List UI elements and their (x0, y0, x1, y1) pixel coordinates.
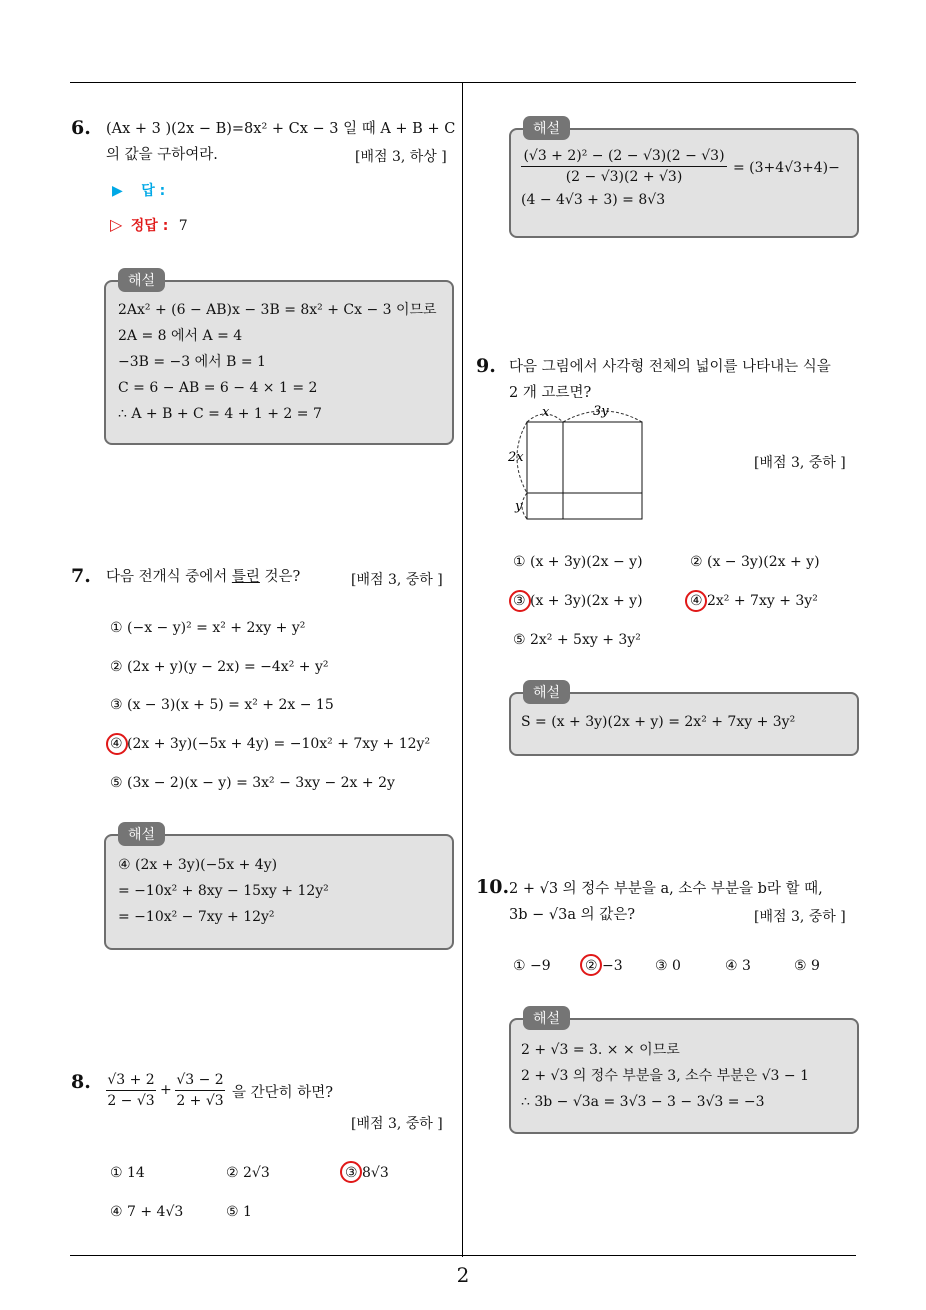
option-4[interactable]: ④ (2x + 3y)(−5x + 4y) = −10x² + 7xy + 12y² (110, 736, 431, 752)
option-4[interactable]: ④ 7 + 4√3 (110, 1204, 184, 1220)
option-4[interactable]: ④ 3 (725, 958, 751, 974)
option-3[interactable]: ③ (x − 3)(x + 5) = x² + 2x − 15 (110, 697, 334, 713)
question-meta: [배점 3, 중하 ] (351, 1116, 443, 1132)
solution-tab: 해설 (523, 680, 570, 704)
question-number: 7. (71, 565, 91, 587)
bottom-rule (70, 1255, 856, 1256)
question-meta: [배점 3, 중하 ] (754, 909, 846, 925)
question-number: 8. (71, 1071, 91, 1093)
fraction-1 (106, 1072, 156, 1109)
answer-marker-icon: ▶ (112, 183, 123, 199)
label-3y: 3y (593, 404, 609, 419)
column-divider (462, 83, 463, 1257)
option-1[interactable]: ① (x + 3y)(2x − y) (513, 554, 643, 570)
plus-sign: + (160, 1082, 172, 1098)
solution-continuation: = (3+4√3+4)− (733, 160, 840, 176)
fraction-1-denominator: 2 − √3 (107, 1093, 155, 1109)
question-text-line1: 다음 그림에서 사각형 전체의 넓이를 나타내는 식을 (509, 359, 831, 375)
solution-line: = −10x² + 8xy − 15xy + 12y² (118, 883, 329, 899)
selected-answer-circle (509, 590, 531, 612)
y-left-bracket (522, 493, 527, 519)
question-number: 9. (476, 355, 496, 377)
correct-answer-row (110, 215, 188, 235)
prompt-part: 것은? (259, 569, 301, 585)
solution-line: = −10x² − 7xy + 12y² (118, 909, 275, 925)
label-2x: 2x (508, 450, 524, 465)
solution-fraction (521, 148, 727, 185)
question-text-line1: 2 + √3 의 정수 부분을 a, 소수 부분을 b라 할 때, (509, 881, 823, 897)
question-text-tail: 을 간단히 하면? (232, 1085, 334, 1101)
solution-line: 2A = 8 에서 A = 4 (118, 328, 243, 344)
outer-rectangle (527, 422, 642, 519)
solution-line: S = (x + 3y)(2x + y) = 2x² + 7xy + 3y² (521, 714, 796, 730)
option-2[interactable]: ② 2√3 (226, 1165, 270, 1181)
selected-answer-circle (340, 1161, 362, 1183)
rectangle-area-figure (505, 400, 650, 525)
answer-row (112, 180, 165, 200)
selected-answer-circle (580, 954, 602, 976)
option-5[interactable]: ⑤ (3x − 2)(x − y) = 3x² − 3xy − 2x + 2y (110, 775, 395, 791)
solution-tab: 해설 (118, 268, 165, 292)
solution-line: ∴ 3b − √3a = 3√3 − 3 − 3√3 = −3 (521, 1094, 765, 1110)
question-text-line2: 2 개 고르면? (509, 385, 592, 401)
fraction-1-numerator: √3 + 2 (106, 1072, 156, 1091)
question-meta: [배점 3, 하상 ] (355, 149, 447, 165)
solution-lines (118, 852, 329, 930)
correct-answer-label: 정답 : (130, 218, 169, 234)
option-5[interactable]: ⑤ 2x² + 5xy + 3y² (513, 632, 641, 648)
solution-line: C = 6 − AB = 6 − 4 × 1 = 2 (118, 380, 318, 396)
option-3[interactable]: ③ 0 (655, 958, 681, 974)
solution-fraction-denominator: (2 − √3)(2 + √3) (565, 169, 683, 185)
solution-line: ∴ A + B + C = 4 + 1 + 2 = 7 (118, 406, 322, 422)
label-x: x (542, 405, 550, 420)
fraction-2-numerator: √3 − 2 (175, 1072, 225, 1091)
prompt-part: 다음 전개식 중에서 (106, 569, 232, 585)
solution-line: (4 − 4√3 + 3) = 8√3 (521, 192, 666, 208)
option-3[interactable]: ③ 8√3 (345, 1165, 389, 1181)
solution-tab: 해설 (523, 1006, 570, 1030)
correct-answer-value: 7 (178, 218, 188, 234)
question-text (106, 564, 300, 590)
option-2[interactable]: ② (x − 3y)(2x + y) (690, 554, 820, 570)
question-number: 10. (476, 876, 510, 898)
page-number: 2 (456, 1263, 470, 1287)
prompt-underlined: 틀린 (231, 569, 260, 585)
option-5[interactable]: ⑤ 1 (226, 1204, 252, 1220)
solution-fraction-numerator: (√3 + 2)² − (2 − √3)(2 − √3) (521, 148, 727, 167)
question-meta: [배점 3, 중하 ] (754, 455, 846, 471)
selected-answer-circle (685, 590, 707, 612)
solution-lines (118, 297, 437, 427)
question-text-line2: 의 값을 구하여라. (106, 147, 218, 163)
solution-lines (521, 709, 795, 735)
question-number: 6. (71, 117, 91, 139)
option-1[interactable]: ① 14 (110, 1165, 145, 1181)
option-4[interactable]: ④ 2x² + 7xy + 3y² (690, 593, 818, 609)
answer-label: 답 : (141, 183, 166, 199)
solution-line: 2 + √3 의 정수 부분을 3, 소수 부분은 √3 − 1 (521, 1068, 810, 1084)
solution-line: ④ (2x + 3y)(−5x + 4y) (118, 857, 278, 873)
solution-line: 2 + √3 = 3. × × 이므로 (521, 1042, 680, 1058)
question-meta: [배점 3, 중하 ] (351, 572, 443, 588)
solution-tab: 해설 (118, 822, 165, 846)
fraction-2 (175, 1072, 225, 1109)
option-1[interactable]: ① (−x − y)² = x² + 2xy + y² (110, 620, 306, 636)
correct-marker-icon: ▷ (110, 215, 123, 234)
option-2[interactable]: ② (2x + y)(y − 2x) = −4x² + y² (110, 659, 329, 675)
option-1[interactable]: ① −9 (513, 958, 551, 974)
fraction-2-denominator: 2 + √3 (176, 1093, 224, 1109)
top-rule (70, 82, 856, 83)
solution-line: 2Ax² + (6 − AB)x − 3B = 8x² + Cx − 3 이므로 (118, 302, 437, 318)
option-5[interactable]: ⑤ 9 (794, 958, 820, 974)
solution-lines (521, 1037, 809, 1115)
label-y: y (515, 499, 523, 514)
solution-line: −3B = −3 에서 B = 1 (118, 354, 266, 370)
solution-tab: 해설 (523, 116, 570, 140)
question-text-line2: 3b − √3a 의 값은? (509, 907, 635, 923)
option-2[interactable]: ② −3 (585, 958, 623, 974)
question-text-line1: (Ax + 3 )(2x − B)=8x² + Cx − 3 일 때 A + B + C (106, 121, 456, 137)
selected-answer-circle (106, 733, 128, 755)
option-3[interactable]: ③ (x + 3y)(2x + y) (513, 593, 643, 609)
